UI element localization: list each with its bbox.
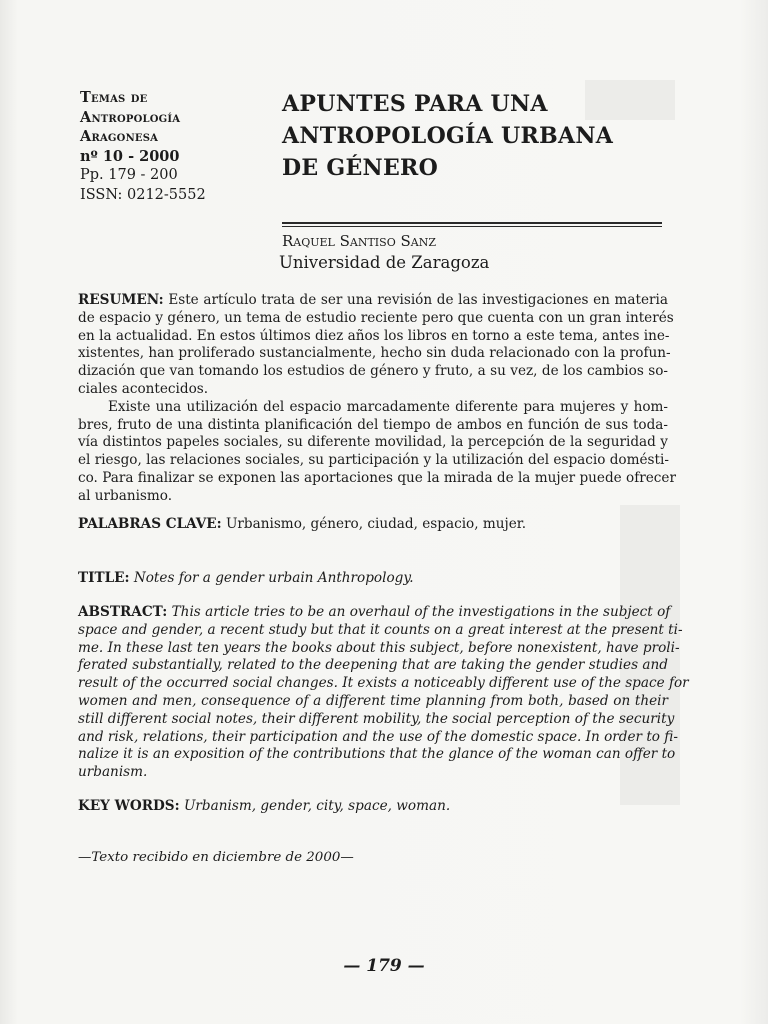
title-rule-bottom [282,226,662,227]
journal-name-line: Aragonesa [80,128,159,145]
article-title-line: ANTROPOLOGÍA URBANA [282,123,614,149]
journal-issue-number: nº 10 - 2000 [80,147,180,165]
abstract-line: women and men, consequence of a different time planning from both, based on their [78,692,668,709]
abstract-line: me. In these last ten years the books about this subject, before nonexistent, have proli- [78,639,680,656]
resumen-label: RESUMEN: [78,292,164,308]
resumen-line: dización que van tomando los estudios de género y fruto, a su vez, de los cambios so- [78,363,668,380]
journal-name-line: Antropología [80,108,181,126]
resumen-line: ciales acontecidos. [78,380,209,397]
article-title-line: DE GÉNERO [282,155,439,181]
key-words-text: Urbanism, gender, city, space, woman. [179,798,451,814]
resumen-line: al urbanismo. [78,487,173,504]
resumen-line: Existe una utilización del espacio marcadamente diferente para mujeres y hom- [108,398,668,415]
journal-name-line: Temas de [80,89,148,106]
resumen-line: vía distintos papeles sociales, su diferente movilidad, la percepción de la seguridad y [78,434,668,451]
abstract-line: nalize it is an exposition of the contributions that the glance of the woman can offer to [78,746,676,763]
resumen-line: bres, fruto de una distinta planificación del tiempo de ambos en función de sus toda- [78,416,668,433]
palabras-clave-text: Urbanismo, género, ciudad, espacio, mujer. [221,516,527,532]
author-name: Raquel Santiso Sanz [282,232,436,250]
key-words-label: KEY WORDS: [78,798,180,814]
journal-info [80,88,260,205]
key-words [78,798,450,814]
resumen-line: de espacio y género, un tema de estudio reciente pero que cuenta con un gran interés [78,309,674,326]
abstract-line: space and gender, a recent study but that it counts on a great interest at the present ti- [78,621,683,638]
resumen-line: co. Para finalizar se exponen las aportaciones que la mirada de la mujer puede ofrecer [78,469,676,486]
abstract-line: ferated substantially, related to the deepening that are taking the gender studies and [78,657,668,674]
journal-pages: Pp. 179 - 200 [80,167,178,183]
journal-issn: ISSN: 0212-5552 [80,186,206,203]
author-affiliation: Universidad de Zaragoza [279,253,490,272]
received-date-note: —Texto recibido en diciembre de 2000— [78,850,354,865]
abstract-section [78,604,689,782]
resumen-section [78,292,676,506]
abstract-line: still different social notes, their different mobility, the social perception of the security [78,710,675,727]
abstract-label: ABSTRACT: [78,604,168,620]
resumen-line: xistentes, han proliferado sustancialmente, hecho sin duda relacionado con la profun- [78,345,671,362]
article-title-line: APUNTES PARA UNA [282,91,548,117]
page-number: — 179 — [343,956,425,976]
resumen-line: el riesgo, las relaciones sociales, su participación y la utilización del espacio domésti- [78,452,669,469]
abstract-line: ABSTRACT: This article tries to be an overhaul of the investigations in the subject of [78,604,671,620]
palabras-clave [78,516,526,532]
article-title [282,88,613,184]
title-label: TITLE: [78,570,130,586]
palabras-clave-label: PALABRAS CLAVE: [78,516,222,532]
abstract-line: and risk, relations, their participation and the use of the domestic space. In order to fi- [78,728,678,745]
abstract-line: urbanism. [78,764,148,781]
abstract-line: result of the occurred social changes. It exists a noticeably different use of the space for [78,675,689,692]
english-title [78,570,414,586]
english-title-text: Notes for a gender urbain Anthropology. [129,570,414,586]
resumen-line: en la actualidad. En estos últimos diez años los libros en torno a este tema, antes ine- [78,327,670,344]
title-rule-top [282,222,662,224]
resumen-line: RESUMEN: Este artículo trata de ser una revisión de las investigaciones en materia [78,292,668,308]
